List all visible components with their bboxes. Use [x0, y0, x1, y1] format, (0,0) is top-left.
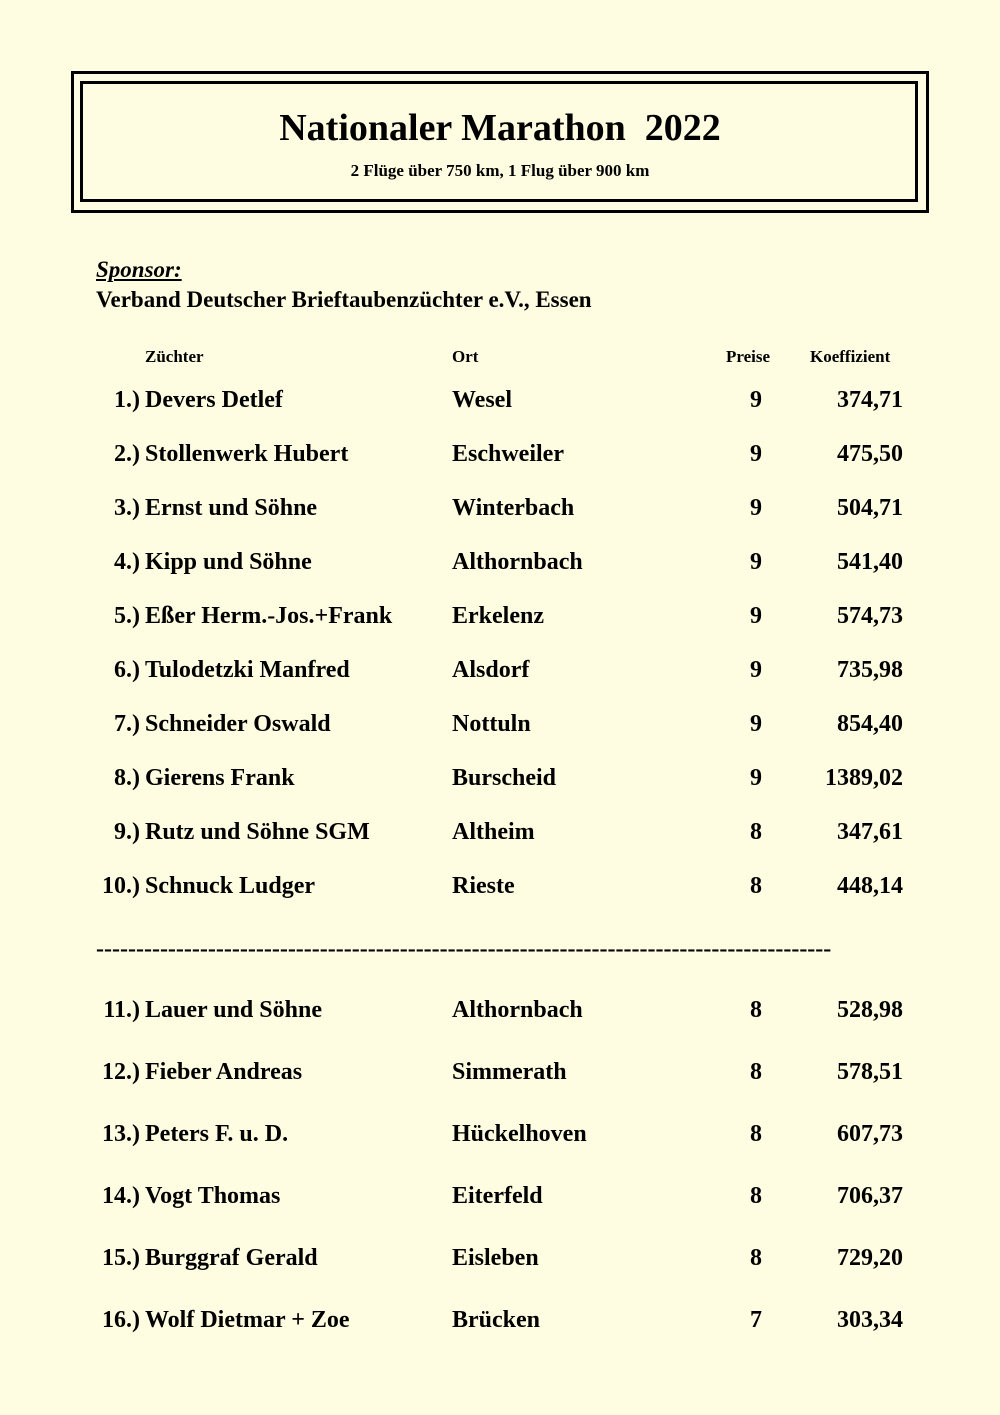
coefficient: 578,51: [837, 1059, 903, 1085]
rank: 14.): [102, 1183, 140, 1209]
coefficient: 475,50: [837, 441, 903, 467]
page-title: Nationaler Marathon 2022: [279, 107, 721, 149]
breeder-name: Vogt Thomas: [145, 1183, 281, 1209]
column-header-koeffizient: Koeffizient: [810, 347, 891, 366]
location: Alsdorf: [452, 657, 530, 683]
location: Brücken: [452, 1307, 541, 1333]
prizes: 8: [750, 1059, 762, 1085]
coefficient: 854,40: [837, 711, 903, 737]
rank: 5.): [114, 603, 140, 629]
table-row: [0, 383, 1000, 417]
column-header-preise: Preise: [726, 347, 771, 366]
separator-line: --------------------------------------------------------------------------------------------: [96, 936, 832, 962]
column-header-ort: Ort: [452, 347, 479, 366]
breeder-name: Schneider Oswald: [145, 711, 331, 737]
location: Hückelhoven: [452, 1121, 587, 1147]
breeder-name: Schnuck Ludger: [145, 873, 316, 899]
page-subtitle: 2 Flüge über 750 km, 1 Flug über 900 km: [350, 161, 650, 180]
breeder-name: Gierens Frank: [145, 765, 295, 791]
coefficient: 729,20: [837, 1245, 903, 1271]
prizes: 9: [750, 657, 762, 683]
prizes: 9: [750, 387, 762, 413]
rank: 8.): [114, 765, 140, 791]
table-row: [0, 1303, 1000, 1337]
column-header-zuechter: Züchter: [145, 347, 204, 366]
prizes: 9: [750, 711, 762, 737]
rank: 9.): [114, 819, 140, 845]
prizes: 9: [750, 549, 762, 575]
prizes: 9: [750, 603, 762, 629]
table-row: [0, 1241, 1000, 1275]
breeder-name: Eßer Herm.-Jos.+Frank: [145, 603, 393, 629]
location: Althornbach: [452, 997, 583, 1023]
prizes: 8: [750, 1245, 762, 1271]
coefficient: 607,73: [837, 1121, 903, 1147]
location: Eisleben: [452, 1245, 539, 1271]
location: Eiterfeld: [452, 1183, 543, 1209]
breeder-name: Devers Detlef: [145, 387, 283, 413]
prizes: 9: [750, 495, 762, 521]
location: Erkelenz: [452, 603, 544, 629]
table-row: [0, 761, 1000, 795]
location: Simmerath: [452, 1059, 567, 1085]
location: Eschweiler: [452, 441, 564, 467]
location: Winterbach: [452, 495, 575, 521]
rank: 6.): [114, 657, 140, 683]
prizes: 7: [750, 1307, 762, 1333]
breeder-name: Ernst und Söhne: [145, 495, 318, 521]
rank: 16.): [102, 1307, 140, 1333]
coefficient: 374,71: [837, 387, 903, 413]
location: Althornbach: [452, 549, 583, 575]
prizes: 8: [750, 819, 762, 845]
table-row: [0, 993, 1000, 1027]
prizes: 8: [750, 997, 762, 1023]
location: Wesel: [452, 387, 512, 413]
breeder-name: Tulodetzki Manfred: [145, 657, 350, 683]
breeder-name: Rutz und Söhne SGM: [145, 819, 370, 845]
coefficient: 448,14: [837, 873, 903, 899]
prizes: 8: [750, 873, 762, 899]
table-row: [0, 653, 1000, 687]
location: Rieste: [452, 873, 515, 899]
breeder-name: Fieber Andreas: [145, 1059, 303, 1085]
rank: 7.): [114, 711, 140, 737]
rank: 10.): [102, 873, 140, 899]
table-row: [0, 437, 1000, 471]
table-row: [0, 869, 1000, 903]
rank: 15.): [102, 1245, 140, 1271]
rank: 11.): [103, 997, 140, 1023]
prizes: 9: [750, 441, 762, 467]
rank: 2.): [114, 441, 140, 467]
breeder-name: Stollenwerk Hubert: [145, 441, 349, 467]
coefficient: 735,98: [837, 657, 903, 683]
table-row: [0, 545, 1000, 579]
coefficient: 541,40: [837, 549, 903, 575]
breeder-name: Burggraf Gerald: [145, 1245, 318, 1271]
location: Altheim: [452, 819, 535, 845]
coefficient: 706,37: [837, 1183, 903, 1209]
location: Burscheid: [452, 765, 557, 791]
rank: 4.): [114, 549, 140, 575]
breeder-name: Peters F. u. D.: [145, 1121, 289, 1147]
coefficient: 303,34: [837, 1307, 903, 1333]
table-row: [0, 491, 1000, 525]
coefficient: 504,71: [837, 495, 903, 521]
table-row: [0, 1179, 1000, 1213]
rank: 12.): [102, 1059, 140, 1085]
coefficient: 574,73: [837, 603, 903, 629]
location: Nottuln: [452, 711, 531, 737]
breeder-name: Kipp und Söhne: [145, 549, 312, 575]
table-row: [0, 1055, 1000, 1089]
prizes: 9: [750, 765, 762, 791]
coefficient: 1389,02: [825, 765, 903, 791]
prizes: 8: [750, 1183, 762, 1209]
prizes: 8: [750, 1121, 762, 1147]
breeder-name: Wolf Dietmar + Zoe: [145, 1307, 350, 1333]
table-row: [0, 1117, 1000, 1151]
sponsor-label: Sponsor:: [96, 257, 182, 282]
coefficient: 528,98: [837, 997, 903, 1023]
table-row: [0, 707, 1000, 741]
rank: 1.): [114, 387, 140, 413]
rank: 3.): [114, 495, 140, 521]
breeder-name: Lauer und Söhne: [145, 997, 322, 1023]
coefficient: 347,61: [837, 819, 903, 845]
table-row: [0, 599, 1000, 633]
rank: 13.): [102, 1121, 140, 1147]
sponsor-name: Verband Deutscher Brieftaubenzüchter e.V., Essen: [96, 287, 592, 312]
table-row: [0, 815, 1000, 849]
